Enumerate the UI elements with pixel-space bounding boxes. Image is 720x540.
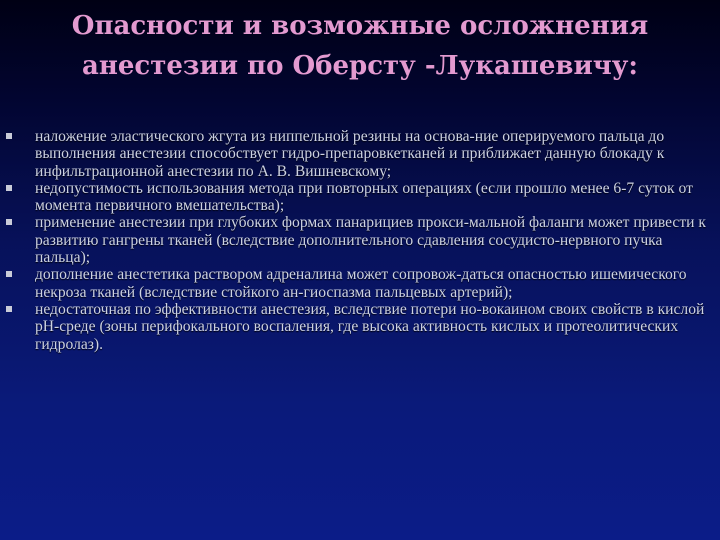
title-line-2: анестезии по Оберсту -Лукашевичу: xyxy=(81,51,639,81)
list-item xyxy=(6,128,706,180)
list-item xyxy=(6,214,706,266)
slide-title xyxy=(20,6,700,86)
list-item-text: наложение эластического жгута из ниппельной резины на основа-ние оперируемого пальца до выполнения анестезии способствует гидро-препаровкетканей и приближает данную блокаду к инфильтрационной анестезии по А. В. Вишневскому; xyxy=(35,128,665,180)
list-item-text: применение анестезии при глубоких формах панарициев прокси-мальной фаланги может привести к развитию гангрены тканей (вследствие дополнительного сдавления сосудисто-нервного пучка пальца); xyxy=(35,214,706,267)
square-bullet-icon xyxy=(6,306,12,312)
square-bullet-icon xyxy=(6,219,12,225)
list-item xyxy=(6,180,706,215)
square-bullet-icon xyxy=(6,185,12,191)
list-item xyxy=(6,301,706,353)
square-bullet-icon xyxy=(6,271,12,277)
bullet-list xyxy=(6,128,706,353)
list-item xyxy=(6,266,706,301)
list-item-text: дополнение анестетика раствором адреналина может сопровож-даться опасностью ишемического некроза тканей (вследствие стойкого ан-гиоспазма пальцевых артерий); xyxy=(35,266,687,301)
list-item-text: недопустимость использования метода при повторных операциях (если прошло менее 6-7 суток от момента первичного вмешательства); xyxy=(35,179,693,215)
square-bullet-icon xyxy=(6,133,12,139)
title-line-1: Опасности и возможные осложнения xyxy=(71,11,649,41)
list-item-text: недостаточная по эффективности анестезия, вследствие потери но-вокаином своих свойств в кислой pH-среде (зоны перифокального воспаления, где высока активность кислых и протеолитических гидролаз). xyxy=(35,300,705,353)
